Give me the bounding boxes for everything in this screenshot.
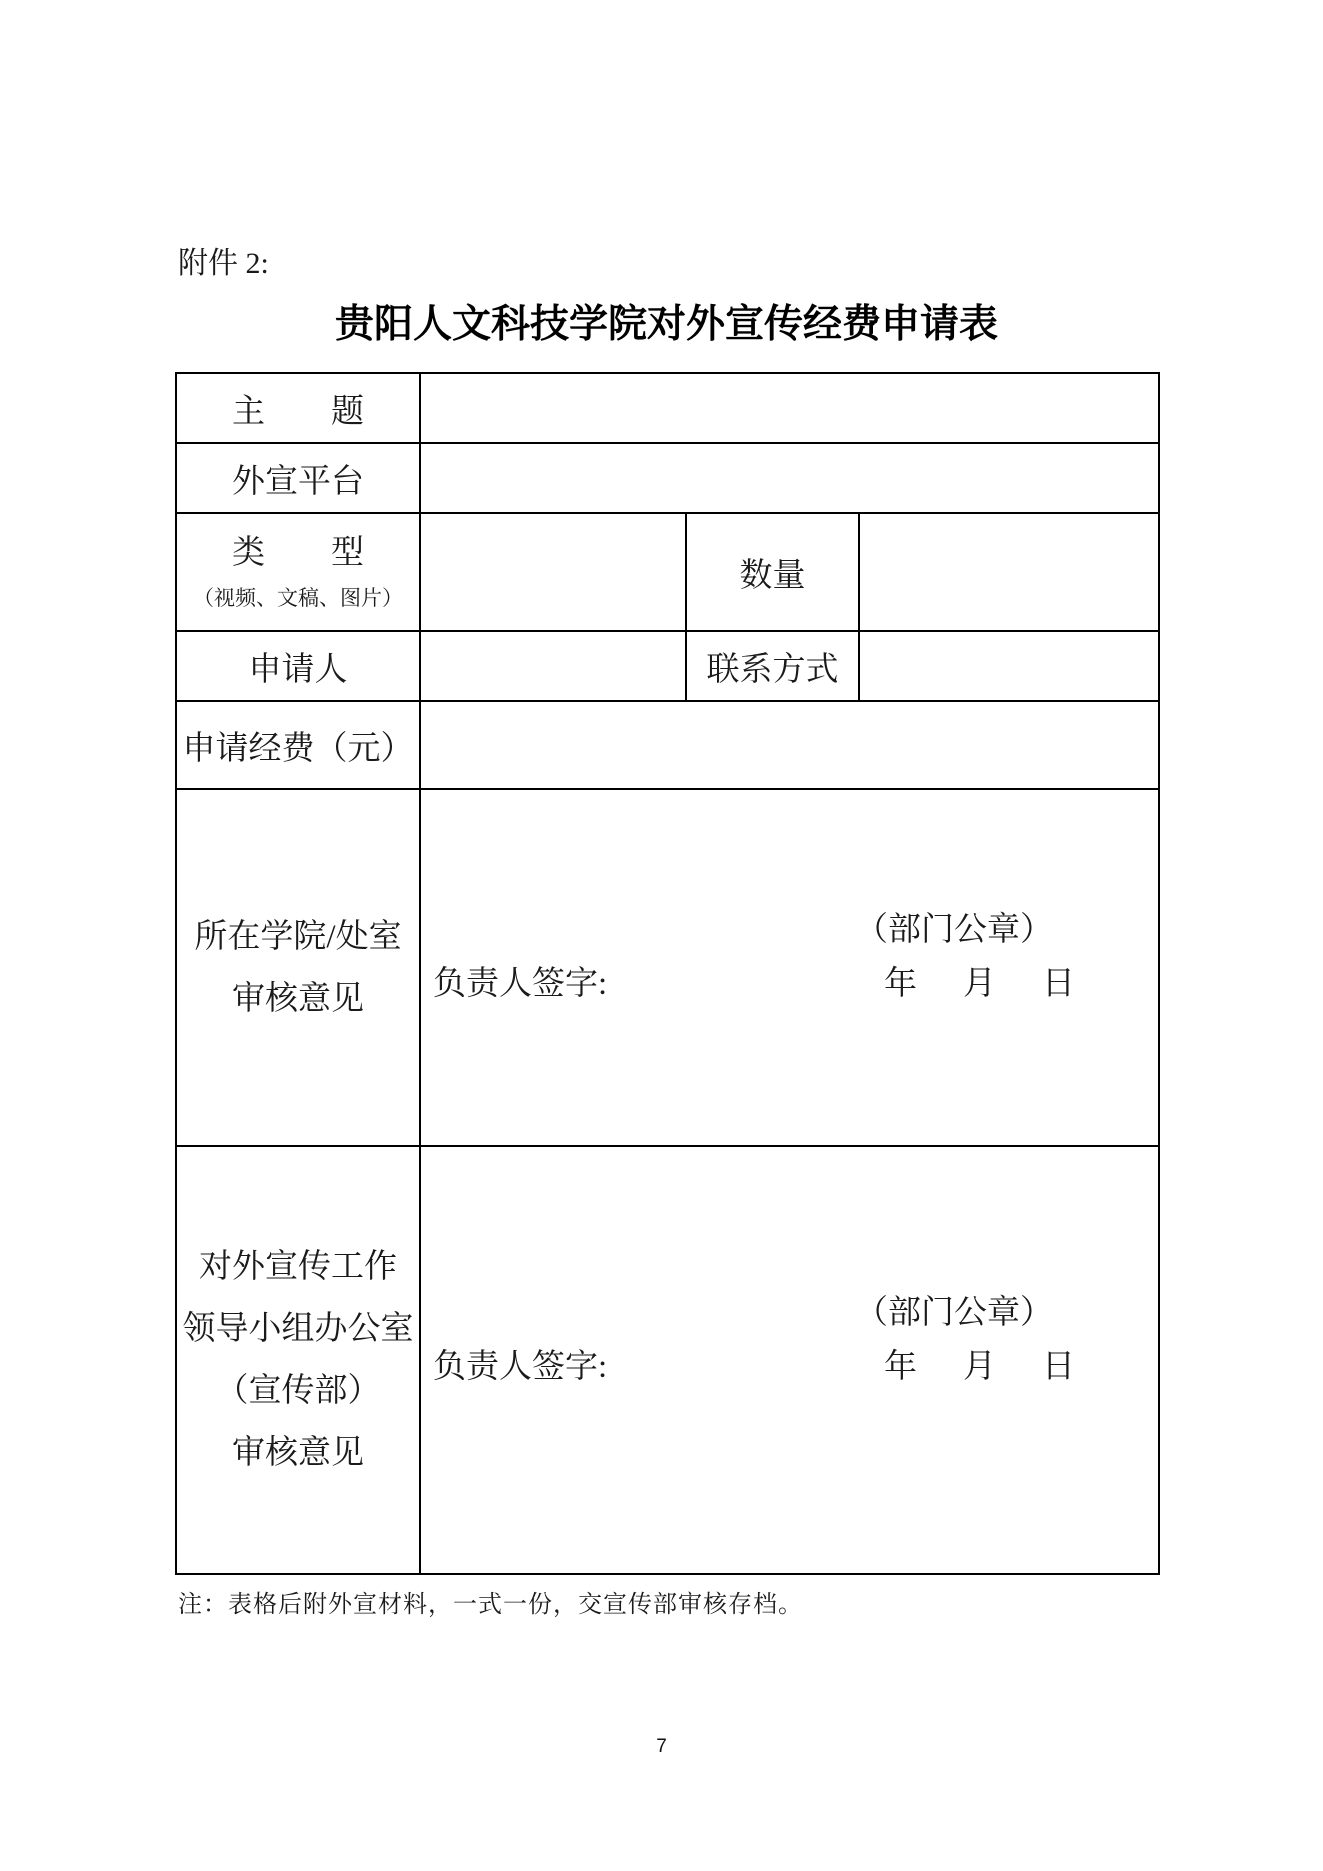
office-review-label-line3: （宣传部） <box>215 1373 381 1409</box>
page-number: 7 <box>656 1736 667 1757</box>
type-sub-label: （视频、文稿、图片） <box>193 586 403 610</box>
type-value-cell <box>420 513 686 631</box>
dept-stamp-hint: （部门公章） <box>855 911 1054 948</box>
applicant-row <box>176 631 1159 701</box>
dept-review-label-cell <box>176 789 420 1146</box>
platform-label-cell: 外宣平台 <box>176 443 420 513</box>
dept-date-year: 年 <box>884 965 918 1002</box>
dept-date-day: 日 <box>1042 965 1076 1002</box>
office-review-row <box>176 1146 1159 1574</box>
dept-sign-label: 负责人签字: <box>433 965 608 1002</box>
office-review-label-line1: 对外宣传工作 <box>199 1249 397 1285</box>
dept-review-label-line1: 所在学院/处室 <box>194 918 402 955</box>
dept-sign-line <box>421 964 1158 1004</box>
subject-value-cell <box>420 373 1159 443</box>
office-date-day: 日 <box>1042 1349 1076 1385</box>
office-review-label-line2: 领导小组办公室 <box>182 1311 414 1347</box>
budget-row <box>176 701 1159 789</box>
budget-label-cell: 申请经费（元） <box>176 701 420 789</box>
footnote: 注：表格后附外宣材料，一式一份，交宣传部审核存档。 <box>178 1592 803 1618</box>
quantity-value-cell <box>859 513 1159 631</box>
office-review-label-line4: 审核意见 <box>232 1435 364 1471</box>
platform-value-cell <box>420 443 1159 513</box>
dept-date-group <box>884 964 1075 1004</box>
dept-review-content-cell <box>420 789 1159 1146</box>
office-sign-line <box>421 1347 1158 1387</box>
applicant-value-cell <box>420 631 686 701</box>
dept-date-month: 月 <box>963 965 997 1002</box>
type-label: 类 型 <box>232 535 364 571</box>
type-label-cell <box>176 513 420 631</box>
office-sign-label: 负责人签字: <box>433 1349 608 1385</box>
type-row <box>176 513 1159 631</box>
application-form-table <box>175 372 1160 1575</box>
subject-label-cell: 主 题 <box>176 373 420 443</box>
office-stamp-hint: （部门公章） <box>855 1295 1054 1331</box>
applicant-label-cell: 申请人 <box>176 631 420 701</box>
office-date-year: 年 <box>884 1349 918 1385</box>
quantity-label-cell: 数量 <box>686 513 859 631</box>
office-review-content-cell <box>420 1146 1159 1574</box>
office-date-group <box>884 1347 1075 1387</box>
subject-row <box>176 373 1159 443</box>
contact-label-cell: 联系方式 <box>686 631 859 701</box>
budget-value-cell <box>420 701 1159 789</box>
platform-row <box>176 443 1159 513</box>
office-review-label-cell <box>176 1146 420 1574</box>
dept-review-row <box>176 789 1159 1146</box>
dept-review-label-line2: 审核意见 <box>232 980 364 1017</box>
office-date-month: 月 <box>963 1349 997 1385</box>
contact-value-cell <box>859 631 1159 701</box>
attachment-label: 附件 2: <box>178 247 269 280</box>
page-title: 贵阳人文科技学院对外宣传经费申请表 <box>334 303 998 346</box>
